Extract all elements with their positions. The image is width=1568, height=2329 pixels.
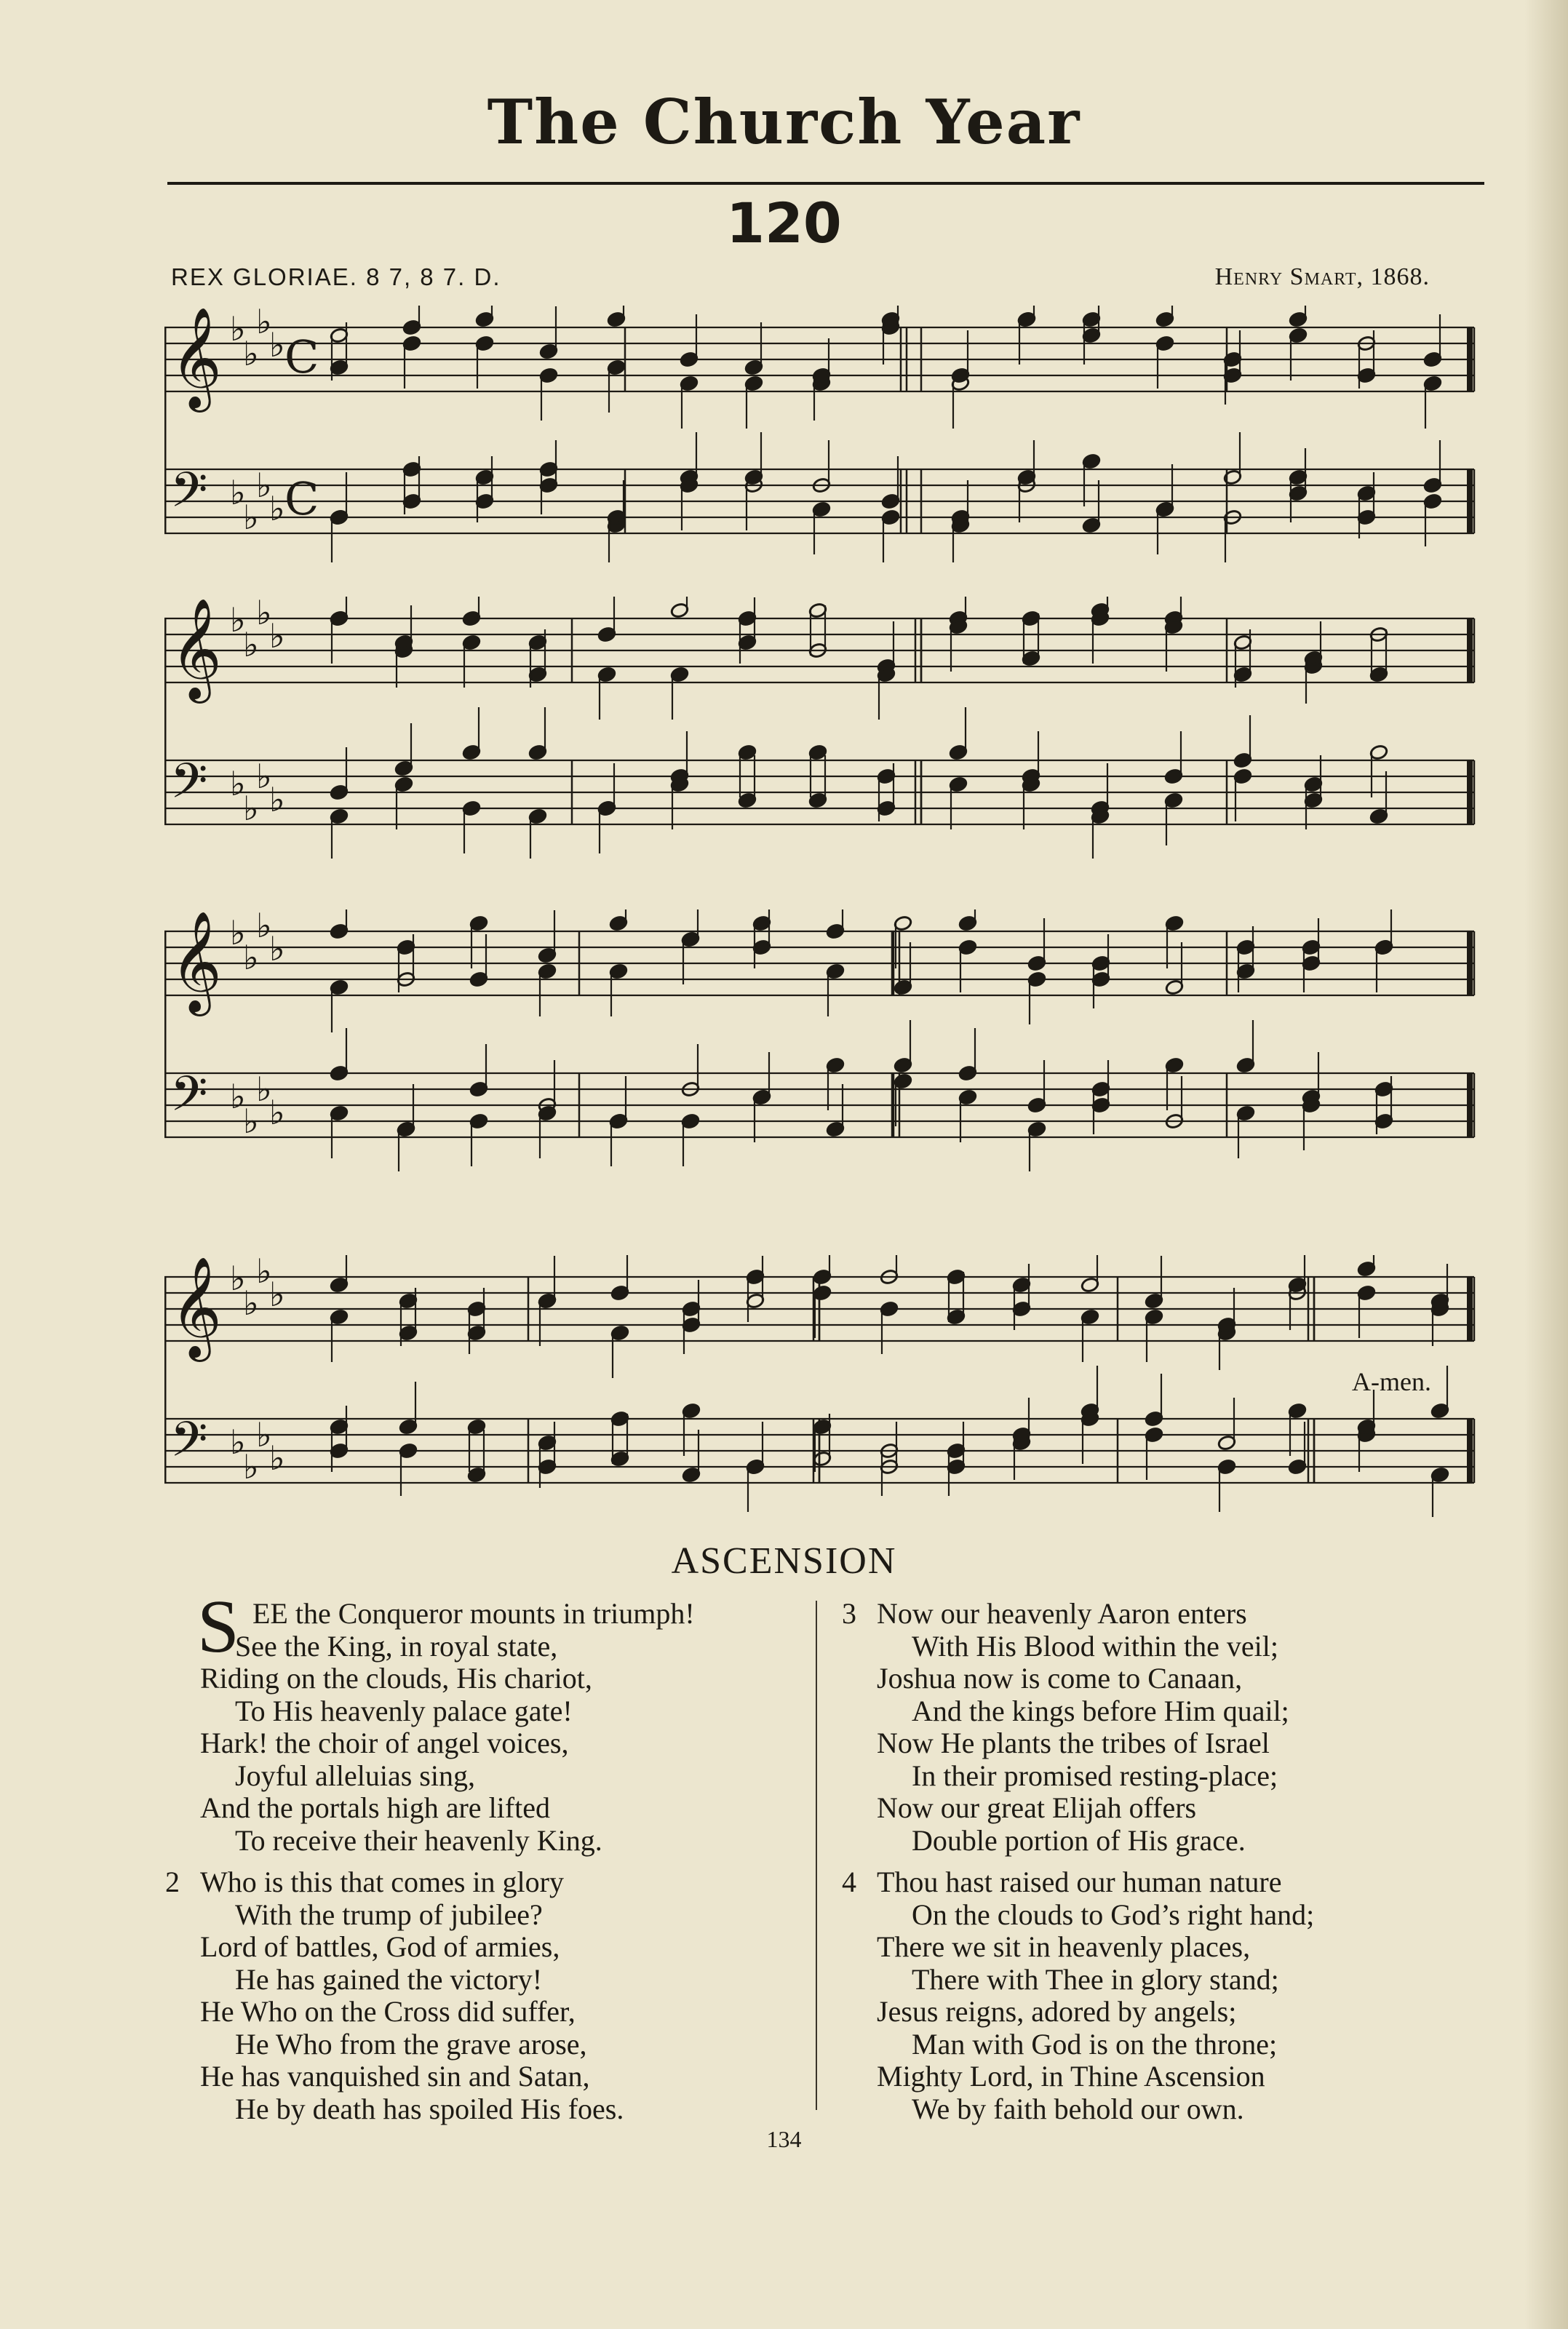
stanza-line: Mighty Lord, in Thine Ascension bbox=[877, 2060, 1265, 2093]
svg-text:♭: ♭ bbox=[243, 938, 259, 977]
svg-text:♭: ♭ bbox=[243, 1447, 259, 1486]
amen-label: A-men. bbox=[1352, 1367, 1431, 1396]
stanza-3 bbox=[842, 1597, 1289, 1857]
svg-text:C: C bbox=[284, 472, 319, 525]
svg-text:♭: ♭ bbox=[269, 1275, 285, 1314]
svg-text:♭: ♭ bbox=[243, 498, 259, 537]
stanza-number: 4 bbox=[842, 1866, 856, 1898]
music-system-3 bbox=[164, 909, 1487, 1171]
svg-text:𝄢: 𝄢 bbox=[170, 1066, 208, 1134]
svg-text:♭: ♭ bbox=[230, 1259, 246, 1298]
stanza-line: In their promised resting-place; bbox=[912, 1759, 1278, 1792]
stanza-line: Thou hast raised our human nature bbox=[877, 1866, 1282, 1898]
svg-text:♭: ♭ bbox=[230, 1422, 246, 1462]
column-divider bbox=[816, 1601, 817, 2110]
stanza-line: And the portals high are lifted bbox=[200, 1791, 550, 1824]
stanza-number: 2 bbox=[165, 1866, 180, 1898]
svg-text:♭: ♭ bbox=[230, 600, 246, 640]
stanza-line: We by faith behold our own. bbox=[912, 2092, 1244, 2125]
svg-text:♭: ♭ bbox=[230, 1077, 246, 1116]
stanza-line: Jesus reigns, adored by angels; bbox=[877, 1995, 1237, 2028]
svg-text:♭: ♭ bbox=[243, 789, 259, 828]
stanza-line: He has gained the victory! bbox=[235, 1962, 543, 1996]
svg-text:♭: ♭ bbox=[243, 334, 259, 373]
stanza-line: To His heavenly palace gate! bbox=[235, 1694, 573, 1727]
svg-text:♭: ♭ bbox=[230, 473, 246, 512]
stanza-line: Joshua now is come to Canaan, bbox=[877, 1662, 1243, 1695]
stanza-line: Hark! the choir of angel voices, bbox=[200, 1727, 569, 1759]
stanza-number: 3 bbox=[842, 1597, 856, 1630]
svg-text:♭: ♭ bbox=[256, 757, 272, 796]
drop-cap: S bbox=[197, 1585, 239, 1668]
svg-text:♭: ♭ bbox=[230, 309, 246, 349]
stanza-line: He has vanquished sin and Satan, bbox=[200, 2060, 590, 2093]
staff-notation bbox=[164, 1255, 1487, 1517]
hymn-number: 120 bbox=[726, 191, 842, 255]
svg-text:♭: ♭ bbox=[256, 1070, 272, 1109]
svg-text:♭: ♭ bbox=[269, 780, 285, 819]
music-system-1 bbox=[164, 306, 1487, 568]
page-number: 134 bbox=[766, 2126, 802, 2152]
staff-notation bbox=[164, 306, 1487, 568]
svg-text:♭: ♭ bbox=[269, 929, 285, 968]
stanza-line: With His Blood within the veil; bbox=[912, 1629, 1278, 1663]
stanza-line: Riding on the clouds, His chariot, bbox=[200, 1662, 592, 1695]
svg-text:♭: ♭ bbox=[243, 1283, 259, 1323]
svg-text:𝄞: 𝄞 bbox=[170, 1257, 222, 1358]
stanza-line: EE the Conqueror mounts in triumph! bbox=[252, 1597, 695, 1630]
svg-text:♭: ♭ bbox=[230, 764, 246, 803]
stanza-line: Who is this that comes in glory bbox=[200, 1866, 564, 1898]
svg-text:♭: ♭ bbox=[256, 1415, 272, 1454]
stanza-line: And the kings before Him quail; bbox=[912, 1694, 1289, 1727]
stanza-line: Double portion of His grace. bbox=[912, 1823, 1246, 1857]
svg-text:𝄢: 𝄢 bbox=[170, 462, 208, 530]
stanza-line: To receive their heavenly King. bbox=[235, 1823, 602, 1857]
svg-text:𝄢: 𝄢 bbox=[170, 1412, 208, 1479]
stanza-line: Joyful alleluias sing, bbox=[235, 1759, 475, 1792]
section-heading: ASCENSION bbox=[671, 1540, 897, 1582]
page-header-title: The Church Year bbox=[487, 86, 1081, 158]
svg-text:C: C bbox=[284, 330, 319, 383]
stanza-line: He by death has spoiled His foes. bbox=[235, 2092, 624, 2125]
svg-text:♭: ♭ bbox=[256, 306, 272, 341]
stanza-line: Now our great Elijah offers bbox=[877, 1791, 1197, 1824]
tune-name: REX GLORIAE. 8 7, 8 7. D. bbox=[171, 263, 501, 290]
page-edge-shadow bbox=[1524, 0, 1568, 2329]
stanza-line: With the trump of jubilee? bbox=[235, 1898, 543, 1931]
header-rule bbox=[167, 182, 1484, 185]
svg-text:♭: ♭ bbox=[269, 616, 285, 656]
svg-text:♭: ♭ bbox=[269, 325, 285, 365]
svg-text:♭: ♭ bbox=[269, 1093, 285, 1132]
stanza-line: He Who from the grave arose, bbox=[235, 2027, 587, 2061]
svg-text:♭: ♭ bbox=[256, 597, 272, 632]
svg-text:♭: ♭ bbox=[230, 913, 246, 952]
stanza-line: Now our heavenly Aaron enters bbox=[877, 1597, 1247, 1630]
svg-text:𝄞: 𝄞 bbox=[170, 911, 222, 1012]
stanza-line: There we sit in heavenly places, bbox=[877, 1930, 1251, 1963]
svg-text:♭: ♭ bbox=[256, 466, 272, 505]
stanza-line: See the King, in royal state, bbox=[235, 1629, 558, 1663]
stanza-line: Man with God is on the throne; bbox=[912, 2027, 1278, 2061]
composer-credit: Henry Smart, 1868. bbox=[1214, 263, 1430, 290]
stanza-line: There with Thee in glory stand; bbox=[912, 1962, 1279, 1996]
svg-text:𝄞: 𝄞 bbox=[170, 307, 222, 408]
svg-text:♭: ♭ bbox=[243, 1102, 259, 1141]
stanza-line: He Who on the Cross did suffer, bbox=[200, 1995, 576, 2028]
svg-text:♭: ♭ bbox=[256, 1255, 272, 1291]
svg-text:♭: ♭ bbox=[269, 489, 285, 528]
staff-notation bbox=[164, 909, 1487, 1171]
stanza-2 bbox=[165, 1866, 624, 2125]
staff-notation bbox=[164, 597, 1487, 859]
svg-text:♭: ♭ bbox=[256, 909, 272, 945]
stanza-4 bbox=[842, 1866, 1315, 2125]
music-system-2 bbox=[164, 597, 1487, 859]
stanza-line: Lord of battles, God of armies, bbox=[200, 1930, 560, 1963]
stanza-line: On the clouds to God’s right hand; bbox=[912, 1898, 1315, 1931]
stanza-line: Now He plants the tribes of Israel bbox=[877, 1727, 1270, 1759]
music-system-4 bbox=[164, 1255, 1487, 1517]
svg-text:♭: ♭ bbox=[243, 625, 259, 664]
stanza-1 bbox=[197, 1585, 695, 1857]
svg-text:♭: ♭ bbox=[269, 1438, 285, 1478]
svg-text:𝄢: 𝄢 bbox=[170, 753, 208, 821]
svg-text:𝄞: 𝄞 bbox=[170, 598, 222, 699]
